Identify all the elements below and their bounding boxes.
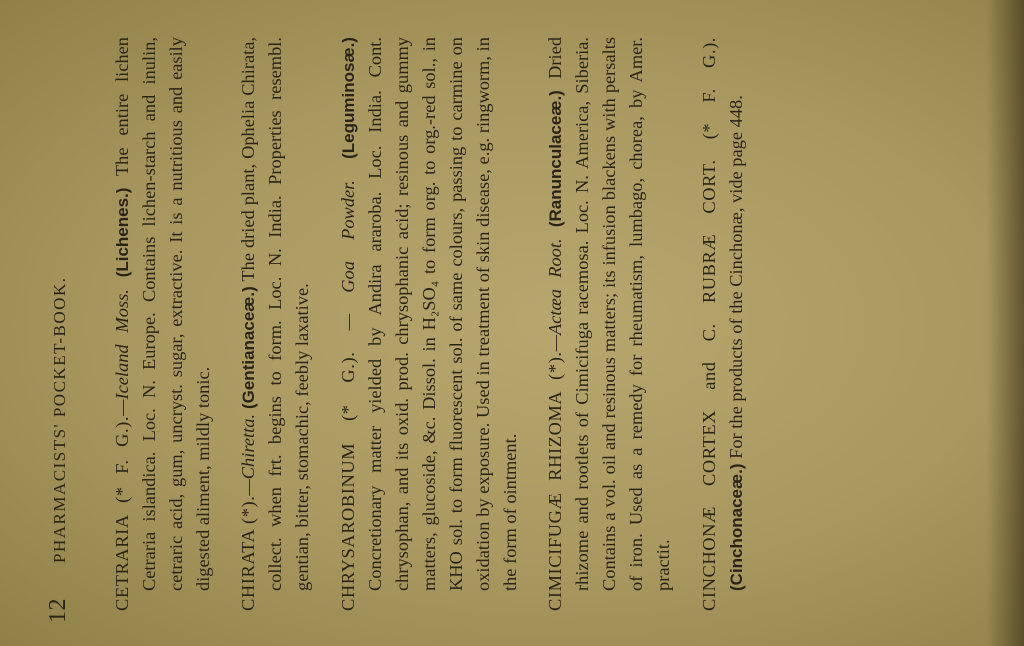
entry-body: The entire lichen Cetraria islandica. Loc. N. Europe. Contains lichen-starch and inulin, cetraric acid, gum, uncryst. sugar, extractive. It is a nutritious and easily digested aliment, mildly tonic. — [112, 37, 213, 591]
entry-heading: CIMICIFUGÆ RHIZOMA (*). — [545, 351, 566, 611]
entry-chrysarobinum — [335, 37, 524, 611]
entry-family: (Leguminosæ.) — [338, 37, 358, 159]
entry-cimicifugae — [542, 37, 677, 611]
printed-page — [45, 23, 975, 623]
entry-body: The dried plant, Ophelia Chirata, collect. when frt. begins to form. Loc. N. India. Properties resembl. gentian, bitter, stomachic, feebly laxative. — [238, 37, 313, 591]
entry-common-name: —Iceland Moss. — [112, 289, 132, 416]
entry-family: (Ranunculaceæ.) — [546, 90, 566, 228]
entry-body: Dried rhizome and rootlets of Cimicifuga racemosa. Loc. N. America, Siberia. Contains a vol. oil and resinous matters; its infusion blackens with persalts of iron. Used as a remedy for rheumatism, lumbago, chorea, by Amer. practit. — [545, 36, 674, 591]
entry-common-name: — Goa Powder. — [337, 180, 358, 331]
running-head — [45, 23, 87, 623]
entry-family: (Lichenes.) — [113, 187, 132, 278]
page-number: 12 — [45, 598, 71, 623]
entry-family: (Cinchonaceæ.) — [726, 463, 746, 591]
entry-cinchonae — [696, 37, 750, 611]
entry-body: For the products of the Cinchonæ, vide page 448. — [725, 95, 746, 459]
entry-chirata — [235, 37, 316, 611]
entry-heading: CETRARIA (* F. G.). — [112, 415, 132, 611]
running-title: PHARMACISTS' POCKET-BOOK. — [50, 276, 69, 563]
entries — [109, 23, 750, 623]
entry-family: (Gentianaceæ.) — [239, 286, 259, 410]
entry-heading: CINCHONÆ CORTEX and C. RUBRÆ CORT. (* F. G.). — [698, 37, 719, 611]
entry-body: Concretionary matter yielded by Andira araroba. Loc. India. Cont. chrysophan, and its oxid. prod. chrysophanic acid; resinous and gummy matters, glucoside, &c. Dissol. in H₂SO₄ to form org. to org.-red sol., in KHO sol. to form fluorescent sol. of same colours, passing to carmine on oxidation by exposure. Used in treatment of skin disease, e.g. ringworm, in the form of ointment. — [364, 37, 520, 591]
entry-heading: CHRYSAROBINUM (* G.). — [337, 351, 358, 611]
entry-common-name: —Chiretta. — [238, 414, 259, 496]
entry-cetraria — [109, 37, 217, 611]
entry-heading: CHIRATA (*). — [238, 495, 259, 611]
entry-common-name: —Actæa Root. — [545, 238, 566, 352]
